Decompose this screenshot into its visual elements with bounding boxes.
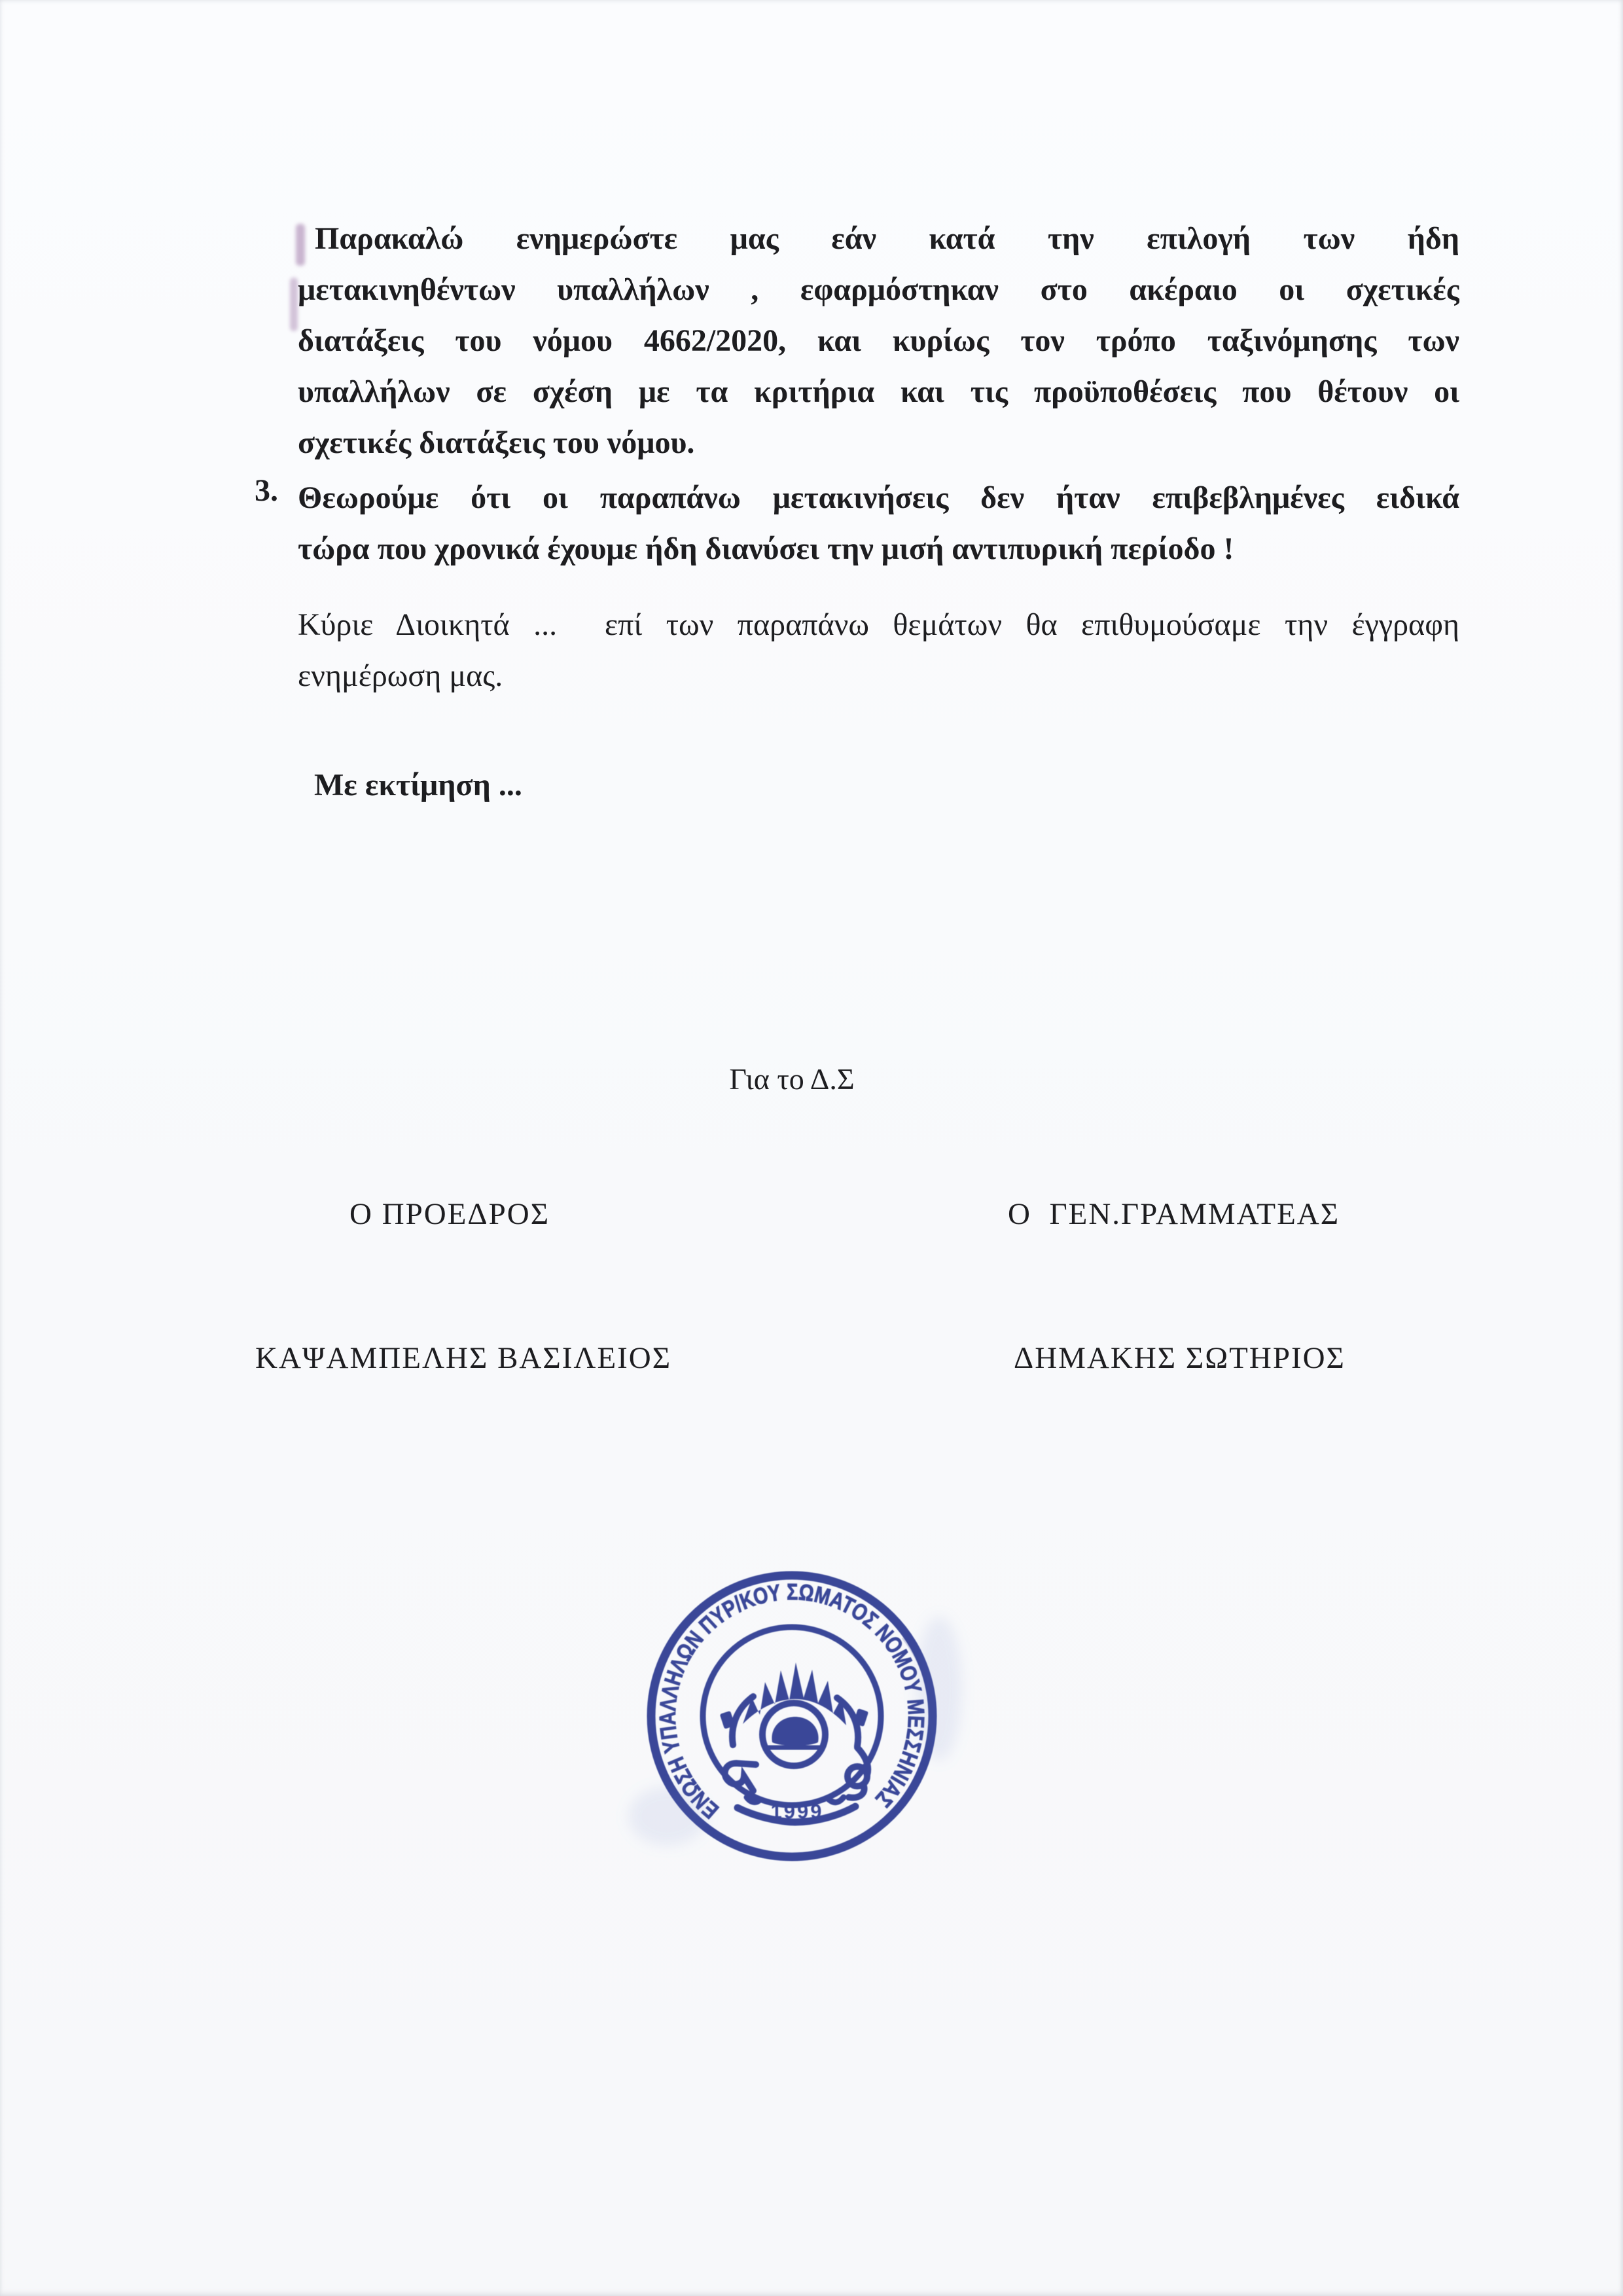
paragraph-line: υπαλλήλων σε σχέση με τα κριτήρια και τις προϋποθέσεις που θέτουν οι (298, 374, 1459, 409)
paragraph-line: σχετικές διατάξεις του νόμου. (298, 425, 695, 460)
paragraph-line: Παρακαλώ ενημερώστε μας εάν κατά την επιλογή των ήδη (315, 221, 1459, 256)
stamp-ring-text: ΕΝΩΣΗ ΥΠΑΛΛΗΛΩΝ ΠΥΡ/ΚΟΥ ΣΩΜΑΤΟΣ ΝΟΜΟΥ ΜΕΣΣΗΝΙΑΣ (654, 1579, 929, 1823)
paragraph-line: τώρα που χρονικά έχουμε ήδη διανύσει την μισή αντιπυρική περίοδο ! (298, 531, 1234, 566)
ink-halo (916, 1617, 962, 1761)
paragraph-line: ενημέρωση μας. (298, 658, 503, 693)
emblem-tab-left (720, 1711, 736, 1729)
stamp-year: 1999 (770, 1800, 824, 1823)
for-the-board-line: Για το Δ.Σ (729, 1062, 855, 1096)
signature-name-secretary: ΔΗΜΑΚΗΣ ΣΩΤΗΡΙΟΣ (1014, 1341, 1346, 1375)
signature-title-secretary: Ο ΓΕΝ.ΓΡΑΜΜΑΤΕΑΣ (1008, 1197, 1340, 1231)
toner-smudge (290, 278, 298, 331)
signature-name-president: ΚΑΨΑΜΠΕΛΗΣ ΒΑΣΙΛΕΙΟΣ (255, 1341, 672, 1375)
salutation: Με εκτίμηση ... (314, 768, 522, 802)
list-item-number: 3. (255, 473, 278, 508)
paragraph-line: Κύριε Διοικητά ... επί των παραπάνω θεμάτων θα επιθυμούσαμε την έγγραφη (298, 607, 1459, 642)
list-item-3 (255, 473, 1459, 575)
flame-icon (743, 1662, 846, 1725)
ink-halo (628, 1787, 707, 1846)
fire-service-emblem-icon (720, 1662, 869, 1823)
toner-smudge (296, 224, 305, 266)
tree-canopy (772, 1717, 818, 1746)
paragraph-closing (298, 600, 1459, 702)
emblem-tab-right (853, 1708, 869, 1727)
paragraph-line: Θεωρούμε ότι οι παραπάνω μετακινήσεις δεν ήταν επιβεβλημένες ειδικά (298, 480, 1459, 515)
paragraph-line: διατάξεις του νόμου 4662/2020, και κυρίως τον τρόπο ταξινόμησης των (298, 323, 1459, 358)
signature-title-president: Ο ΠΡΟΕΔΡΟΣ (349, 1197, 550, 1231)
paragraph-request (298, 213, 1459, 469)
paragraph-line: μετακινηθέντων υπαλλήλων , εφαρμόστηκαν στο ακέραιο οι σχετικές (298, 272, 1459, 307)
